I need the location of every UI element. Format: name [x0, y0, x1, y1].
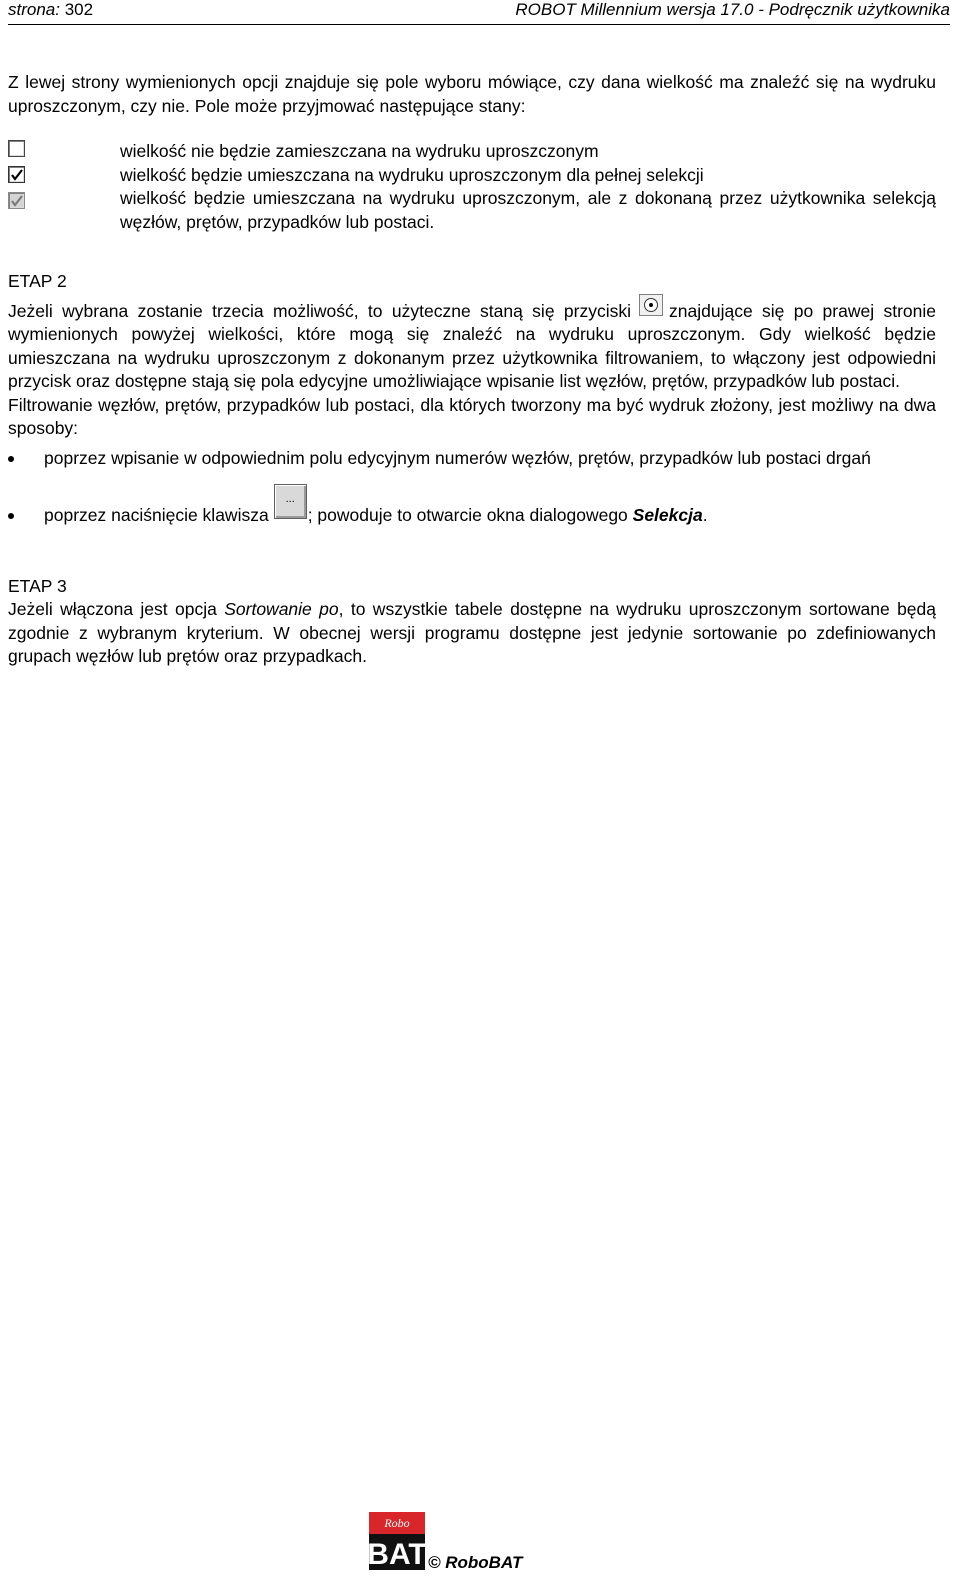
intro-paragraph: Z lewej strony wymienionych opcji znajduje się pole wyboru mówiące, czy dana wielkość ma znaleźć się na wydruku uproszczonym, czy nie. Pole może przyjmować następujące stany:: [8, 72, 936, 116]
etap2-heading: ETAP 2: [8, 271, 67, 291]
svg-text:BAT: BAT: [369, 1538, 425, 1570]
dialog-name: Selekcja: [632, 505, 703, 525]
page-label: strona:: [8, 0, 60, 19]
list-item: poprzez naciśnięcie klawisza...; powoduje to otwarcie okna dialogowego Selekcja.: [8, 504, 936, 528]
list-item: poprzez wpisanie w odpowiednim polu edycyjnym numerów węzłów, prętów, przypadków lub postaci drgań: [8, 447, 936, 471]
checkbox-checked-icon: [8, 166, 25, 183]
svg-text:Robo: Robo: [384, 1516, 410, 1530]
page-header: [8, 0, 950, 25]
copyright-text: © RoboBAT: [428, 1553, 523, 1572]
state-unchecked-text: wielkość nie będzie zamieszczana na wydruku uproszczonym: [120, 141, 599, 161]
ellipsis-button-icon: ...: [274, 484, 307, 519]
state-checked-text: wielkość będzie umieszczana na wydruku uproszczonym dla pełnej selekcji: [120, 164, 704, 185]
checkbox-states-list: [8, 140, 936, 234]
page-content: [8, 71, 936, 669]
etap3-paragraph: Jeżeli włączona jest opcja Sortowanie po, to wszystkie tabele dostępne na wydruku uproszczonym sortowane będą zgodnie z wybranym kryterium. W obecnej wersji programu dostępne jest jedynie sortowanie po zdefiniowanych grupach węzłów lub prętów oraz przypadkach.: [8, 599, 936, 666]
state-partial-text: wielkość będzie umieszczana na wydruku uproszczonym, ale z dokonaną przez użytkownika selekcją węzłów, prętów, przypadków lub postaci.: [120, 188, 936, 232]
checkbox-unchecked-icon: [8, 140, 25, 157]
etap2-paragraph-1: Jeżeli wybrana zostanie trzecia możliwość, to użyteczne staną się przyciski znajdujące się po prawej stronie wymienionych powyżej wielkości, które mogą się znaleźć na wydruku uproszczonym. Gdy wielkość będzie umieszczana na wydruku uproszczonym z dokonanym przez użytkownika filtrowaniem, to włączony jest odpowiedni przycisk oraz dostępne stają się pola edycyjne umożliwiające wpisanie list węzłów, prętów, przypadków lub postaci.: [8, 300, 936, 394]
radio-button-icon: [639, 294, 663, 316]
etap2-paragraph-2: Filtrowanie węzłów, prętów, przypadków lub postaci, dla których tworzony ma być wydruk złożony, jest możliwy na dwa sposoby:: [8, 394, 936, 438]
option-name: Sortowanie po: [224, 599, 339, 619]
robobat-logo: [369, 1512, 425, 1570]
page-number: 302: [64, 0, 94, 19]
etap3-heading: ETAP 3: [8, 575, 67, 596]
checkbox-checked-greyed-icon: [8, 192, 25, 209]
filter-methods-list: [8, 447, 936, 528]
document-title: ROBOT Millennium wersja 17.0 - Podręcznik użytkownika: [515, 0, 950, 19]
